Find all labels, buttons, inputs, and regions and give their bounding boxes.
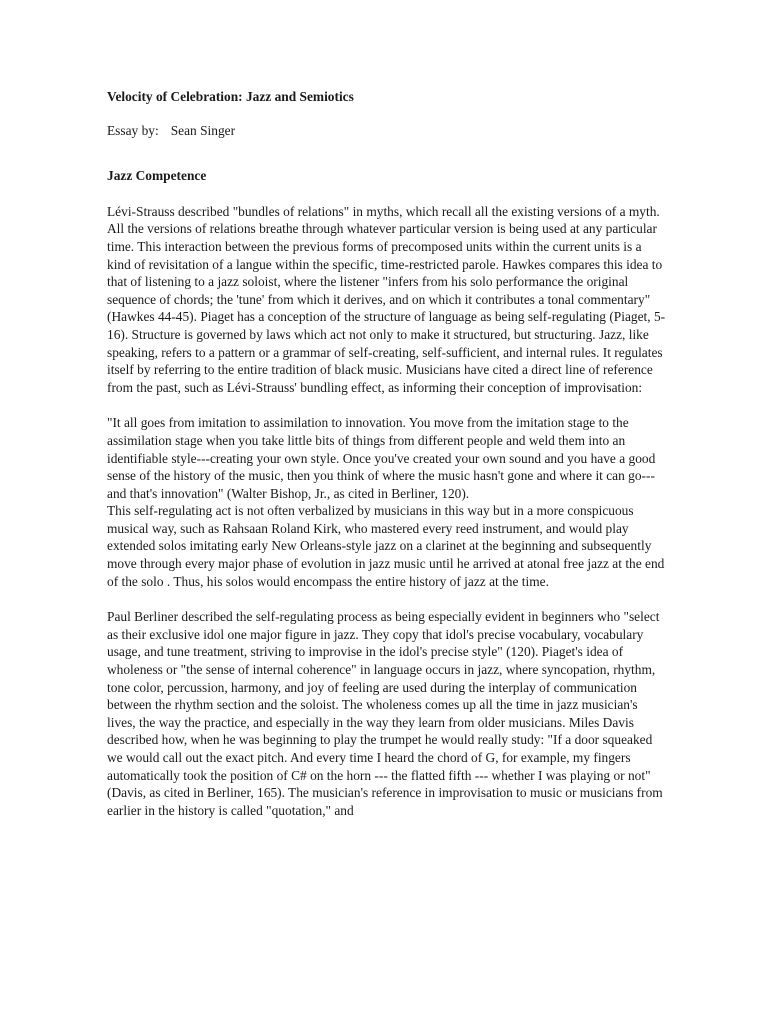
block-quote: "It all goes from imitation to assimilation to innovation. You move from the imitation stage to the assimilation stage when you take little bits of things from different people and weld them into an identifiable style---creating your own style. Once you've created your own sound and you have a good sense of the history of the music, then you think of where the music hasn't gone and where it can go---and that's innovation" (Walter Bishop, Jr., as cited in Berliner, 120).	[107, 415, 656, 501]
paragraph-1: Lévi-Strauss described "bundles of relations" in myths, which recall all the existing versions of a myth. All the versions of relations breathe through whatever particular version is being used at any particular time. This interaction between the previous forms of precomposed units within the current units is a kind of revisitation of a langue within the specific, time-restricted parole. Hawkes compares this idea to that of listening to a jazz soloist, where the listener "infers from his solo performance the original sequence of chords; the 'tune' from which it derives, and on which it contributes a tonal commentary" (Hawkes 44-45). Piaget has a conception of the structure of language as being self-regulating (Piaget, 5-16). Structure is governed by laws which act not only to make it structured, but structuring. Jazz, like speaking, refers to a pattern or a grammar of self-creating, self-sufficient, and internal rules. It regulates itself by referring to the entire tradition of black music. Musicians have cited a direct line of reference from the past, such as Lévi-Strauss' bundling effect, as informing their conception of improvisation:	[107, 203, 666, 395]
paragraph-4: Paul Berliner described the self-regulating process as being especially evident in beginners who "select as their exclusive idol one major figure in jazz. They copy that idol's precise vocabulary, vocabulary usage, and tune treatment, striving to improvise in the idol's precise style" (120). Piaget's idea of wholeness or "the sense of internal coherence" in language occurs in jazz, where syncopation, rhythm, tone color, percussion, harmony, and joy of feeling are used during the interplay of communication between the rhythm section and the soloist. The wholeness comes up all the time in jazz musician's lives, the way the practice, and especially in the way they learn from older musicians. Miles Davis described how, when he was beginning to play the trumpet he would really study: "If a door squeaked we would call out the exact pitch. And every time I heard the chord of G, for example, my fingers automatically took the position of C# on the horn --- the flatted fifth --- whether I was playing or not" (Davis, as cited in Berliner, 165). The musician's reference in improvisation to music or musicians from earlier in the history is called "quotation," and	[107, 609, 663, 818]
document-title: Velocity of Celebration: Jazz and Semiotics	[107, 89, 354, 104]
paragraph-3: This self-regulating act is not often verbalized by musicians in this way but in a more conspicuous musical way, such as Rahsaan Roland Kirk, who mastered every reed instrument, and would play extended solos imitating early New Orleans-style jazz on a clarinet at the beginning and subsequently move through every major phase of evolution in jazz music until he arrived at atonal free jazz at the end of the solo . Thus, his solos would encompass the entire history of jazz at the time.	[107, 503, 665, 589]
document-page	[107, 88, 667, 819]
section-heading: Jazz Competence	[107, 168, 207, 184]
byline-label: Essay by:	[107, 122, 159, 138]
author-name: Sean Singer	[170, 122, 236, 138]
byline	[107, 122, 667, 140]
